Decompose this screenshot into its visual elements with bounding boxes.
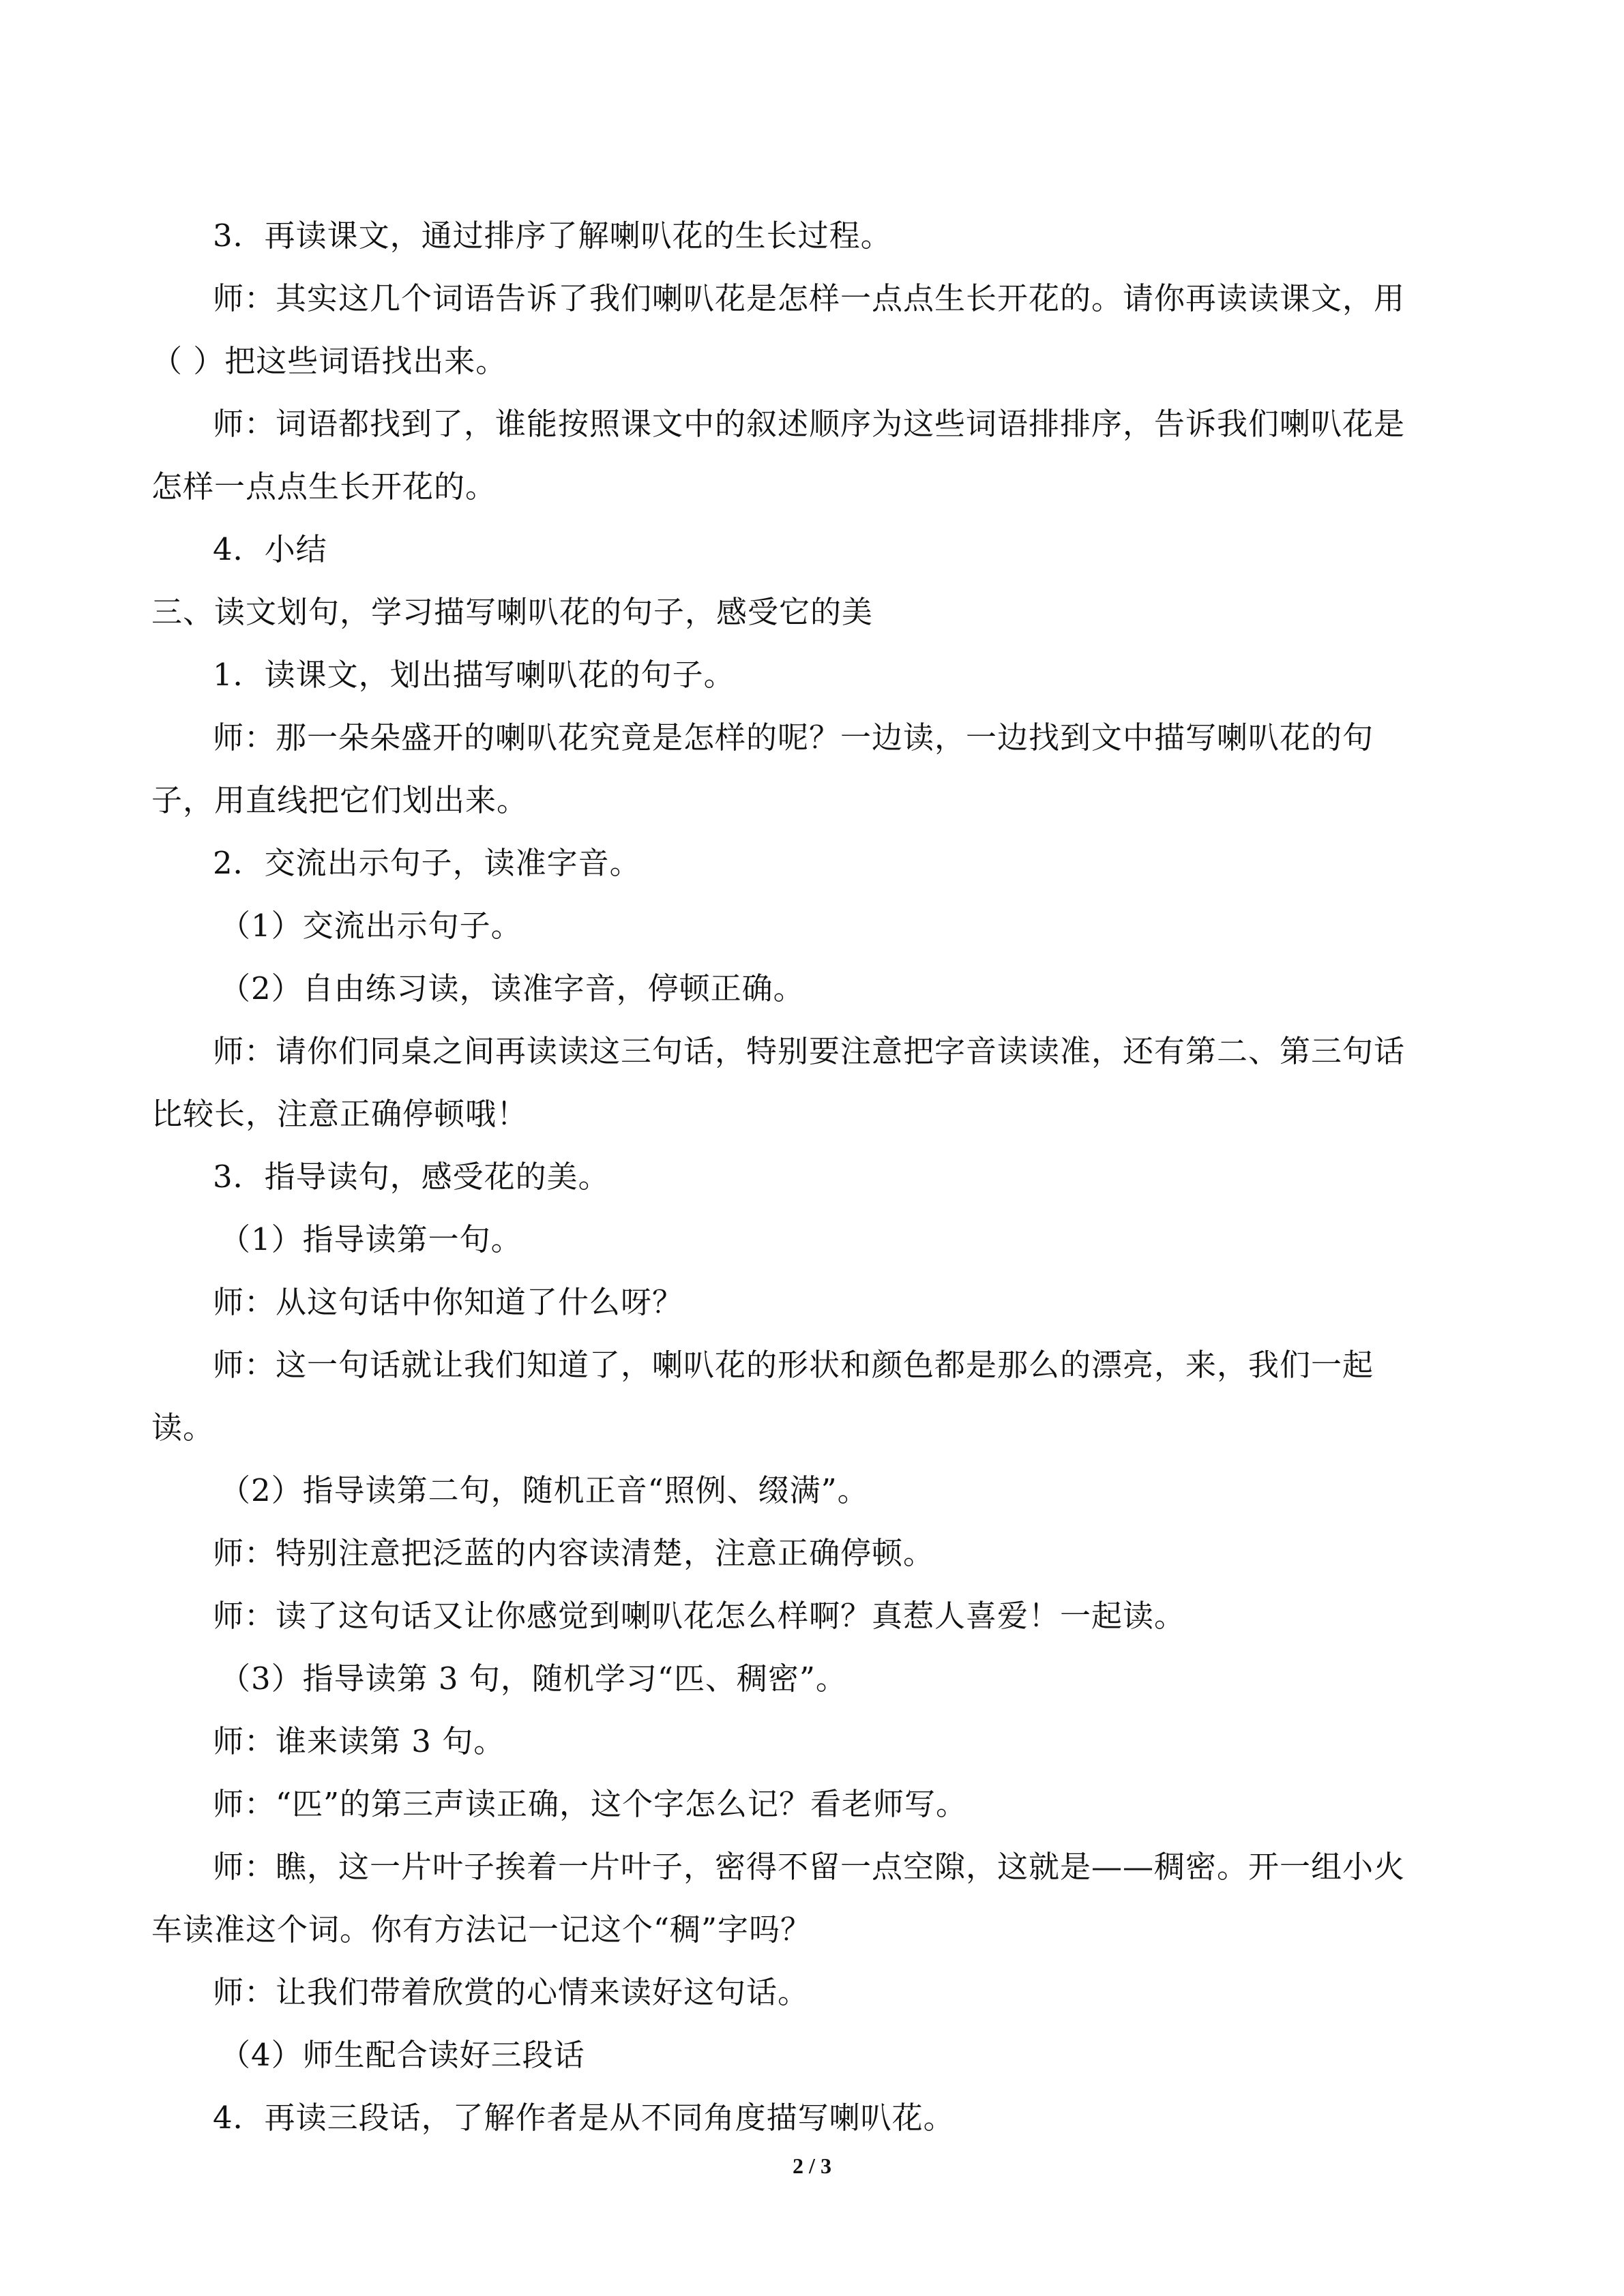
text-line: 1．读课文，划出描写喇叭花的句子。 <box>213 657 735 693</box>
text-line: 师：让我们带着欣赏的心情来读好这句话。 <box>213 1974 810 2010</box>
text-line: 3．再读课文，通过排序了解喇叭花的生长过程。 <box>213 218 892 254</box>
text-line: 三、读文划句，学习描写喇叭花的句子，感受它的美 <box>151 594 874 630</box>
text-line: （2）自由练习读，读准字音，停顿正确。 <box>220 970 805 1007</box>
text-line: 师：“匹”的第三声读正确，这个字怎么记？看老师写。 <box>213 1786 968 1822</box>
text-line: 怎样一点点生长开花的。 <box>151 468 497 505</box>
text-line: 师：从这句话中你知道了什么呀？ <box>213 1284 684 1320</box>
text-line: （1）交流出示句子。 <box>220 908 522 944</box>
text-line: 师：那一朵朵盛开的喇叭花究竟是怎样的呢？一边读，一边找到文中描写喇叭花的句 <box>213 719 1374 756</box>
text-line: 2．交流出示句子，读准字音。 <box>213 845 641 881</box>
page-number: 2 / 3 <box>793 2153 831 2178</box>
text-line: 师：请你们同桌之间再读读这三句话，特别要注意把字音读读准，还有第二、第三句话 <box>213 1033 1406 1069</box>
text-line: （1）指导读第一句。 <box>220 1221 522 1257</box>
text-line: 4．小结 <box>213 531 327 567</box>
text-line: （3）指导读第 3 句，随机学习“匹、稠密”。 <box>220 1660 847 1697</box>
text-line: 4．再读三段话，了解作者是从不同角度描写喇叭花。 <box>213 2100 955 2136</box>
text-line: 子，用直线把它们划出来。 <box>151 782 529 818</box>
text-line: （4）师生配合读好三段话 <box>220 2037 585 2073</box>
text-line: 比较长，注意正确停顿哦！ <box>151 1096 529 1132</box>
text-line: （ ）把这些词语找出来。 <box>151 343 507 379</box>
text-line: 师：瞧，这一片叶子挨着一片叶子，密得不留一点空隙，这就是——稠密。开一组小火 <box>213 1849 1406 1885</box>
document-body <box>151 205 1481 2149</box>
text-line: 师：其实这几个词语告诉了我们喇叭花是怎样一点点生长开花的。请你再读读课文，用 <box>213 280 1406 316</box>
text-line: （2）指导读第二句，随机正音“照例、缀满”。 <box>220 1472 869 1508</box>
text-line: 读。 <box>151 1410 215 1446</box>
text-line: 师：谁来读第 3 句。 <box>213 1723 505 1759</box>
text-line: 师：词语都找到了，谁能按照课文中的叙述顺序为这些词语排排序，告诉我们喇叭花是 <box>213 406 1406 442</box>
text-line: 车读准这个词。你有方法记一记这个“稠”字吗？ <box>151 1911 812 1948</box>
text-line: 3．指导读句，感受花的美。 <box>213 1159 610 1195</box>
text-line: 师：特别注意把泛蓝的内容读清楚，注意正确停顿。 <box>213 1535 935 1571</box>
text-line: 师：读了这句话又让你感觉到喇叭花怎么样啊？真惹人喜爱！一起读。 <box>213 1598 1186 1634</box>
text-line: 师：这一句话就让我们知道了，喇叭花的形状和颜色都是那么的漂亮，来，我们一起 <box>213 1347 1374 1383</box>
